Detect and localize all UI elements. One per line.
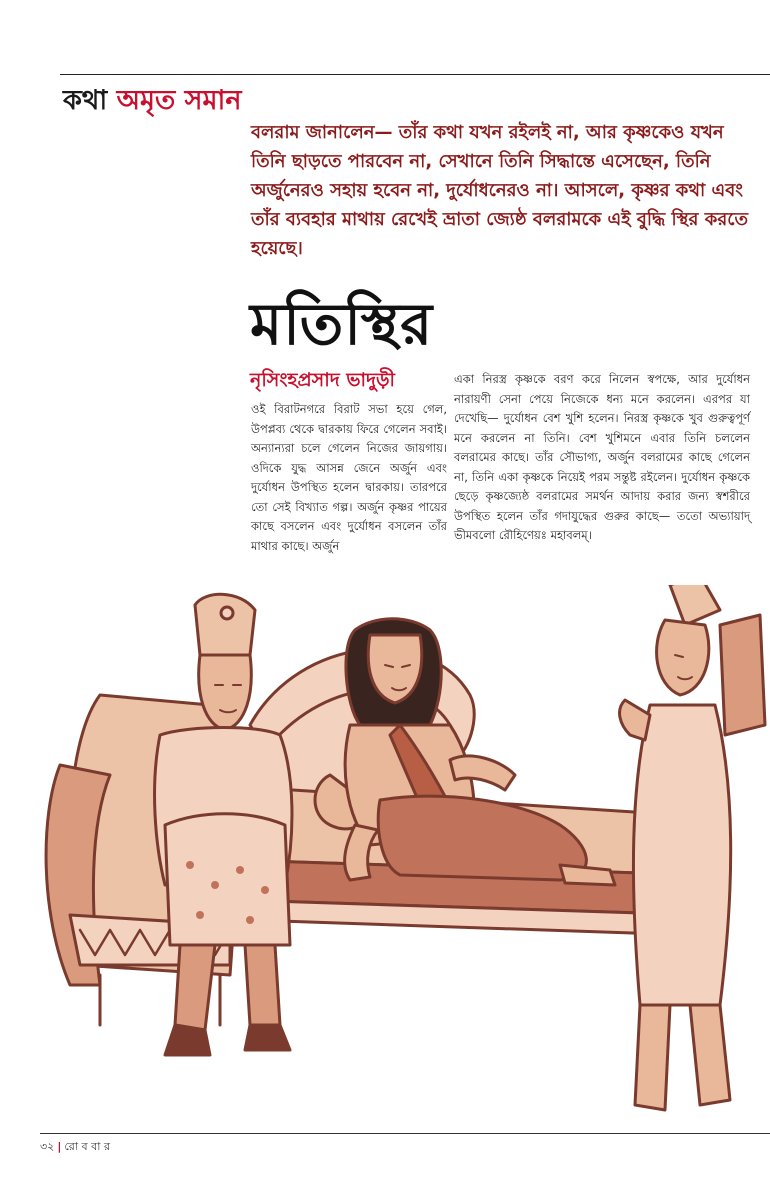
section-title-word2: অমৃত সমান: [116, 85, 242, 116]
section-title: [63, 80, 241, 125]
author-byline: নৃসিংহপ্রসাদ ভাদুড়ী: [250, 369, 395, 391]
footer-separator: |: [57, 1140, 62, 1153]
body-column-left: ওই বিরাটনগরে বিরাট সভা হয়ে গেল, উপপ্লব্য থেকে দ্বারকায় ফিরে গেলেন সবাই। অন্যান্যরা চলে গেলেন নিজের জায়গায়। ওদিকে যুদ্ধ আসন্ন জেনে অর্জুন এবং দুর্যোধন উপস্থিত হলেন দ্বারকায়। তারপরে তো সেই বিখ্যাত গল্প। অর্জুন কৃষ্ণর পায়ের কাছে বসলেন এবং দুর্যোধন বসলেন তাঁর মাথার কাছে। অর্জুন: [251, 402, 447, 553]
illustration-krishna-arjuna-duryodhana: [0, 585, 770, 1135]
standing-warrior-figure: [620, 585, 765, 1110]
body-column-right: একা নিরস্ত্র কৃষ্ণকে বরণ করে নিলেন স্বপক্ষে, আর দুর্যোধন নারায়ণী সেনা পেয়ে নিজেকে ধন্য মনে করলেন। এরপর যা দেখেছি— দুর্যোধন বেশ খুশি হলেন। নিরস্ত্র কৃষ্ণকে খুব গুরুত্বপূর্ণ মনে করলেন না তিনি। বেশ খুশিমনে এবার তিনি চললেন বলরামের কাছে। তাঁর সৌভাগ্য, অর্জুন বলরামের কাছে গেলেন না, তিনি একা কৃষ্ণকে নিয়েই পরম সন্তুষ্ট রইলেন। দুর্যোধন কৃষ্ণকে ছেড়ে কৃষ্ণজ্যেষ্ঠ বলরামের সমর্থন আদায় করার জন্য স্বশরীরে উপস্থিত হলেন তাঁর গদাযুদ্ধের গুরুর কাছে— ততো অভ্যায়াদ্ ভীমবলো রৌহিণেয়ঃ মহাবলম্।: [454, 372, 750, 542]
pull-quote: বলরাম জানালেন— তাঁর কথা যখন রইলই না, আর কৃষ্ণকেও যখন তিনি ছাড়তে পারবেন না, সেখানে তিনি সিদ্ধান্তে এসেছেন, তিনি অর্জুনেরও সহায় হবেন না, দুর্যোধনেরও না। আসলে, কৃষ্ণর কথা এবং তাঁর ব্যবহার মাথায় রেখেই ভ্রাতা জ্যেষ্ঠ বলরামকে এই বুদ্ধি স্থির করতে হয়েছে।: [251, 122, 748, 259]
reclining-figure: [345, 619, 615, 885]
bottom-rule: [40, 1133, 770, 1134]
article-headline: মতিস্থির: [250, 290, 434, 358]
page-number: ৩২: [40, 1140, 55, 1153]
section-title-word1: কথা: [63, 85, 108, 116]
seated-king-figure: [155, 594, 292, 1055]
page-footer: [40, 1138, 110, 1157]
magazine-name: রো ব বা র: [64, 1140, 111, 1153]
top-rule: [60, 74, 770, 75]
